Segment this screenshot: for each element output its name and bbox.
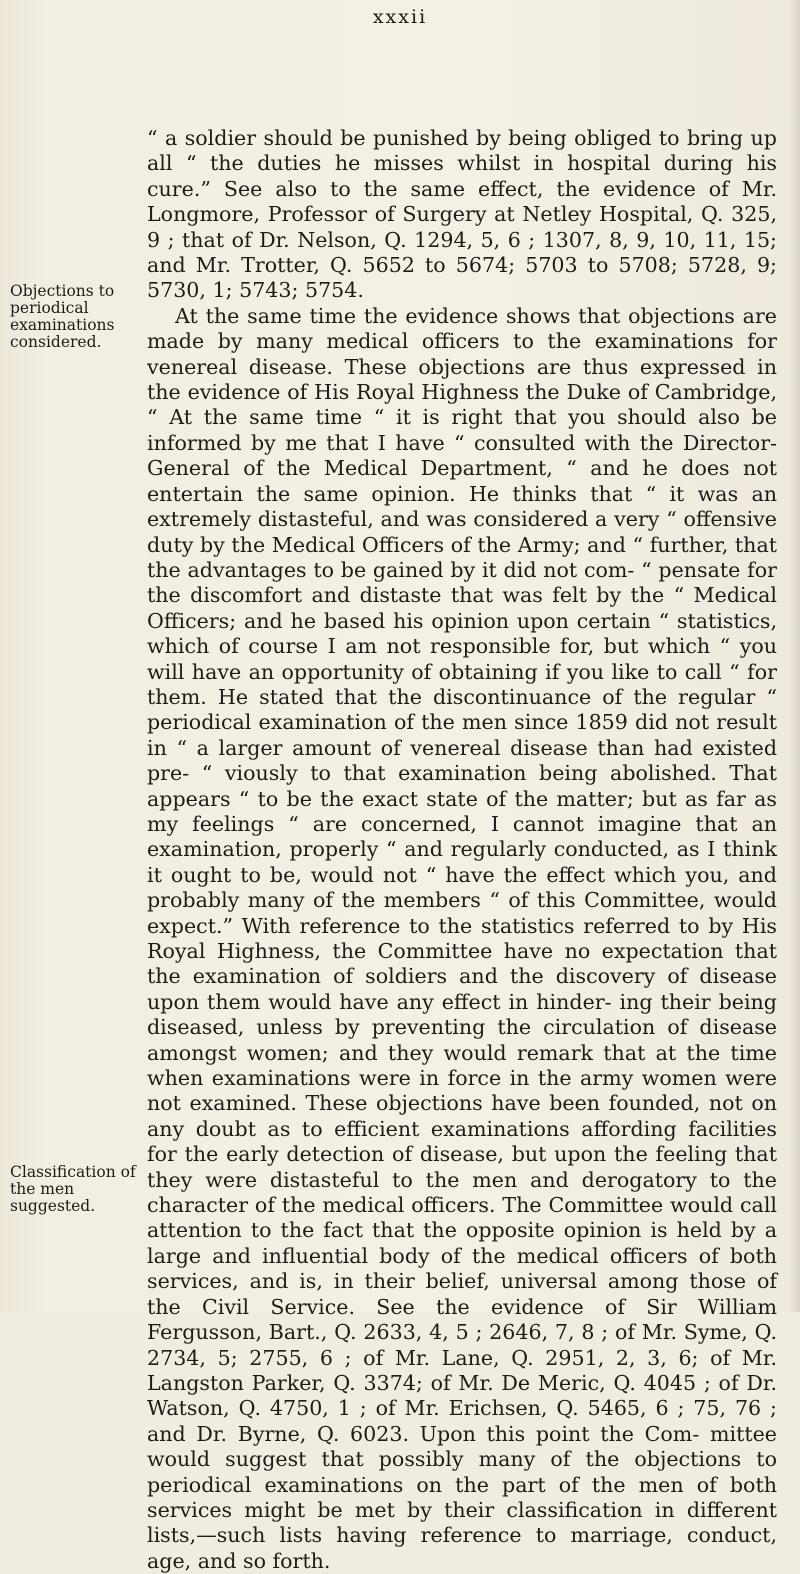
paragraph-continuation: “ a soldier should be punished by being obliged to bring up all “ the duties he misses whilst in hospital during his cure.” See also to the same effect, the evidence of Mr. Longmore, Professor of Surgery at Netley Hospital, Q. 325, 9 ; that of Dr. Nelson, Q. 1294, 5, 6 ; 1307, 8, 9, 10, 11, 15; and Mr. Trotter, Q. 5652 to 5674; 5703 to 5708; 5728, 9; 5730, 1; 5743; 5754.: [147, 126, 777, 303]
page-edge-shadow: [790, 0, 800, 1312]
paragraph-objections: At the same time the evidence shows that objections are made by many medical officers to the examinations for venereal disease. These objections are thus expressed in the evidence of His Royal Highness the Duke of Cambridge, “ At the same time “ it is right that you should also be informed by me that I have “ consulted with the Director-General of the Medical Department, “ and he does not entertain the same opinion. He thinks that “ it was an extremely distasteful, and was considered a very “ offensive duty by the Medical Officers of the Army; and “ further, that the advantages to be gained by it did not com- “ pensate for the discomfort and distaste that was felt by the “ Medical Officers; and he based his opinion upon certain “ statistics, which of course I am not responsible for, but which “ you will have an opportunity of obtaining if you like to call “ for them. He stated that the discontinuance of the regular “ periodical examination of the men since 1859 did not result in “ a larger amount of venereal disease than had existed pre- “ viously to that examination being abolished. That appears “ to be the exact state of the matter; but as far as my feelings “ are concerned, I cannot imagine that an examination, properly “ and regularly conducted, as I think it ought to be, would not “ have the effect which you, and probably many of the members “ of this Committee, would expect.” With reference to the statistics referred to by His Royal Highness, the Committee have no expectation that the examination of soldiers and the discovery of disease upon them would have any effect in hinder- ing their being diseased, unless by preventing the circulation of disease amongst women; and they would remark that at the time when examinations were in force in the army women were not examined. These objections have been founded, not on any doubt as to efficient examinations affording facilities for the early detection of disease, but upon the feeling that they were distasteful to the men and derogatory to the character of the medical officers. The Committee would call attention to the fact that the opposite opinion is held by a large and influential body of the medical officers of both services, and is, in their belief, universal among those of the Civil Service. See the evidence of Sir William Fergusson, Bart., Q. 2633, 4, 5 ; 2646, 7, 8 ; of Mr. Syme, Q. 2734, 5; 2755, 6 ; of Mr. Lane, Q. 2951, 2, 3, 6; of Mr. Langston Parker, Q. 3374; of Mr. De Meric, Q. 4045 ; of Dr. Watson, Q. 4750, 1 ; of Mr. Erichsen, Q. 5465, 6 ; 75, 76 ; and Dr. Byrne, Q. 6023. Upon this point the Com- mittee would suggest that possibly many of the objections to periodical examinations on the part of the men of both services might be met by their classification in different lists,—such lists having reference to marriage, conduct, age, and so forth.: [147, 303, 777, 1573]
margin-note-classification: Classification of the men suggested.: [10, 1163, 136, 1215]
margin-note-objections: Objections to periodical examinations considered.: [10, 282, 115, 351]
body-text: [147, 126, 777, 1574]
page-number: xxxii: [372, 6, 428, 28]
